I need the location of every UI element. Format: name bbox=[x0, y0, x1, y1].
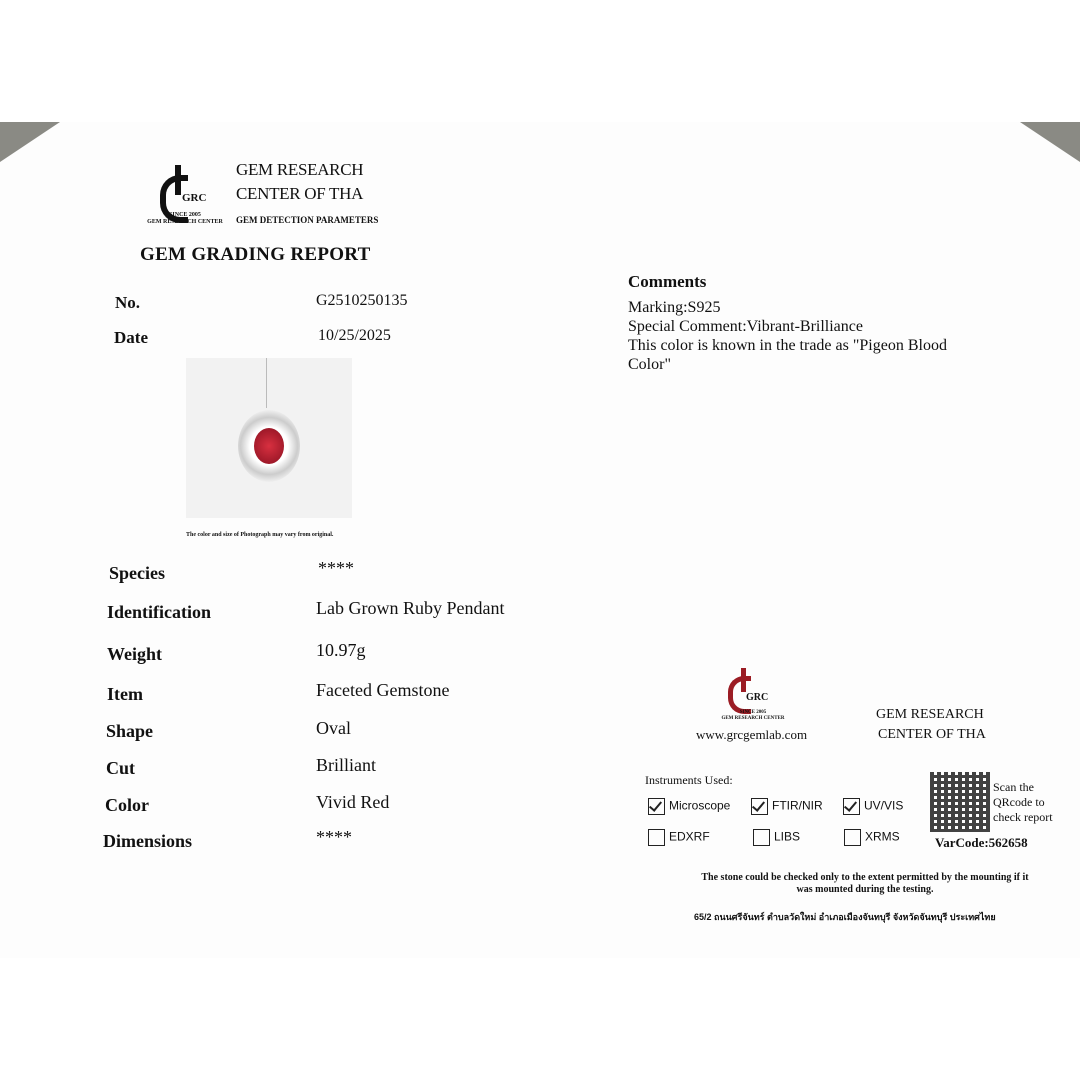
checkbox-unchecked bbox=[753, 829, 770, 846]
instrument-uvvis: UV/VIS bbox=[843, 798, 903, 815]
shape-label: Shape bbox=[106, 721, 154, 741]
comments-body bbox=[628, 298, 947, 374]
address: 65/2 ถนนศรีจันทร์ ตำบลวัดใหม่ อำเภอเมืองจันทบุรี จังหวัดจันทบุรี ประเทศไทย bbox=[694, 912, 996, 922]
comment-line: Special Comment:Vibrant-Brilliance bbox=[628, 318, 863, 335]
instrument-ftir: FTIR/NIR bbox=[751, 798, 823, 815]
color-label: Color bbox=[105, 795, 149, 815]
grc-logo: GRC SINCE 2005 GEM RESEARCH CENTER bbox=[150, 165, 240, 235]
species-value: **** bbox=[318, 558, 354, 578]
weight-label: Weight bbox=[107, 644, 163, 664]
comment-line: Color" bbox=[628, 356, 671, 373]
ruby-stone bbox=[254, 428, 284, 464]
comments-title: Comments bbox=[628, 272, 707, 291]
report-title: GEM GRADING REPORT bbox=[140, 244, 371, 265]
species-label: Species bbox=[109, 563, 165, 583]
shape-value: Oval bbox=[316, 718, 351, 738]
identification-label: Identification bbox=[107, 602, 212, 622]
meta-date-label: Date bbox=[114, 328, 148, 347]
gem-photo bbox=[186, 358, 352, 518]
cut-label: Cut bbox=[106, 758, 136, 778]
checkbox-checked bbox=[843, 798, 860, 815]
grc-logo-footer: GRC SINCE 2005 GEM RESEARCH CENTER bbox=[718, 668, 788, 738]
checkbox-unchecked bbox=[844, 829, 861, 846]
dimensions-value: **** bbox=[316, 827, 352, 847]
identification-value: Lab Grown Ruby Pendant bbox=[316, 598, 505, 618]
cut-value: Brilliant bbox=[316, 755, 376, 775]
website-link[interactable]: www.grcgemlab.com bbox=[696, 727, 808, 742]
checkbox-checked bbox=[648, 798, 665, 815]
dimensions-label: Dimensions bbox=[103, 831, 193, 851]
checkbox-checked bbox=[751, 798, 768, 815]
photo-caption: The color and size of Photograph may vary from original. bbox=[186, 532, 334, 538]
footer-org-line2: CENTER OF THA bbox=[878, 727, 986, 742]
item-label: Item bbox=[107, 684, 143, 704]
item-value: Faceted Gemstone bbox=[316, 680, 450, 700]
instrument-xrms: XRMS bbox=[844, 829, 900, 846]
varcode: VarCode:562658 bbox=[935, 835, 1028, 850]
weight-value: 10.97g bbox=[316, 640, 366, 660]
meta-date-value: 10/25/2025 bbox=[318, 327, 391, 344]
disclaimer: The stone could be checked only to the extent permitted by the mounting if it was mounted during the testing. bbox=[701, 872, 1029, 895]
comment-line: This color is known in the trade as "Pigeon Blood bbox=[628, 337, 947, 354]
footer-org-line1: GEM RESEARCH bbox=[876, 707, 984, 722]
instrument-microscope: Microscope bbox=[648, 798, 730, 815]
qr-code-icon[interactable] bbox=[930, 772, 990, 832]
checkbox-unchecked bbox=[648, 829, 665, 846]
meta-no-label: No. bbox=[115, 293, 141, 312]
instrument-edxrf: EDXRF bbox=[648, 829, 710, 846]
instrument-libs: LIBS bbox=[753, 829, 800, 846]
org-name-line2: CENTER OF THA bbox=[236, 184, 364, 203]
instruments-title: Instruments Used: bbox=[645, 773, 733, 787]
subtitle: GEM DETECTION PARAMETERS bbox=[236, 215, 379, 225]
color-value: Vivid Red bbox=[316, 792, 390, 812]
qr-instructions: Scan the QRcode to check report bbox=[993, 780, 1053, 824]
org-name-line1: GEM RESEARCH bbox=[236, 160, 364, 179]
meta-no-value: G2510250135 bbox=[316, 292, 408, 309]
comment-line: Marking:S925 bbox=[628, 299, 721, 316]
